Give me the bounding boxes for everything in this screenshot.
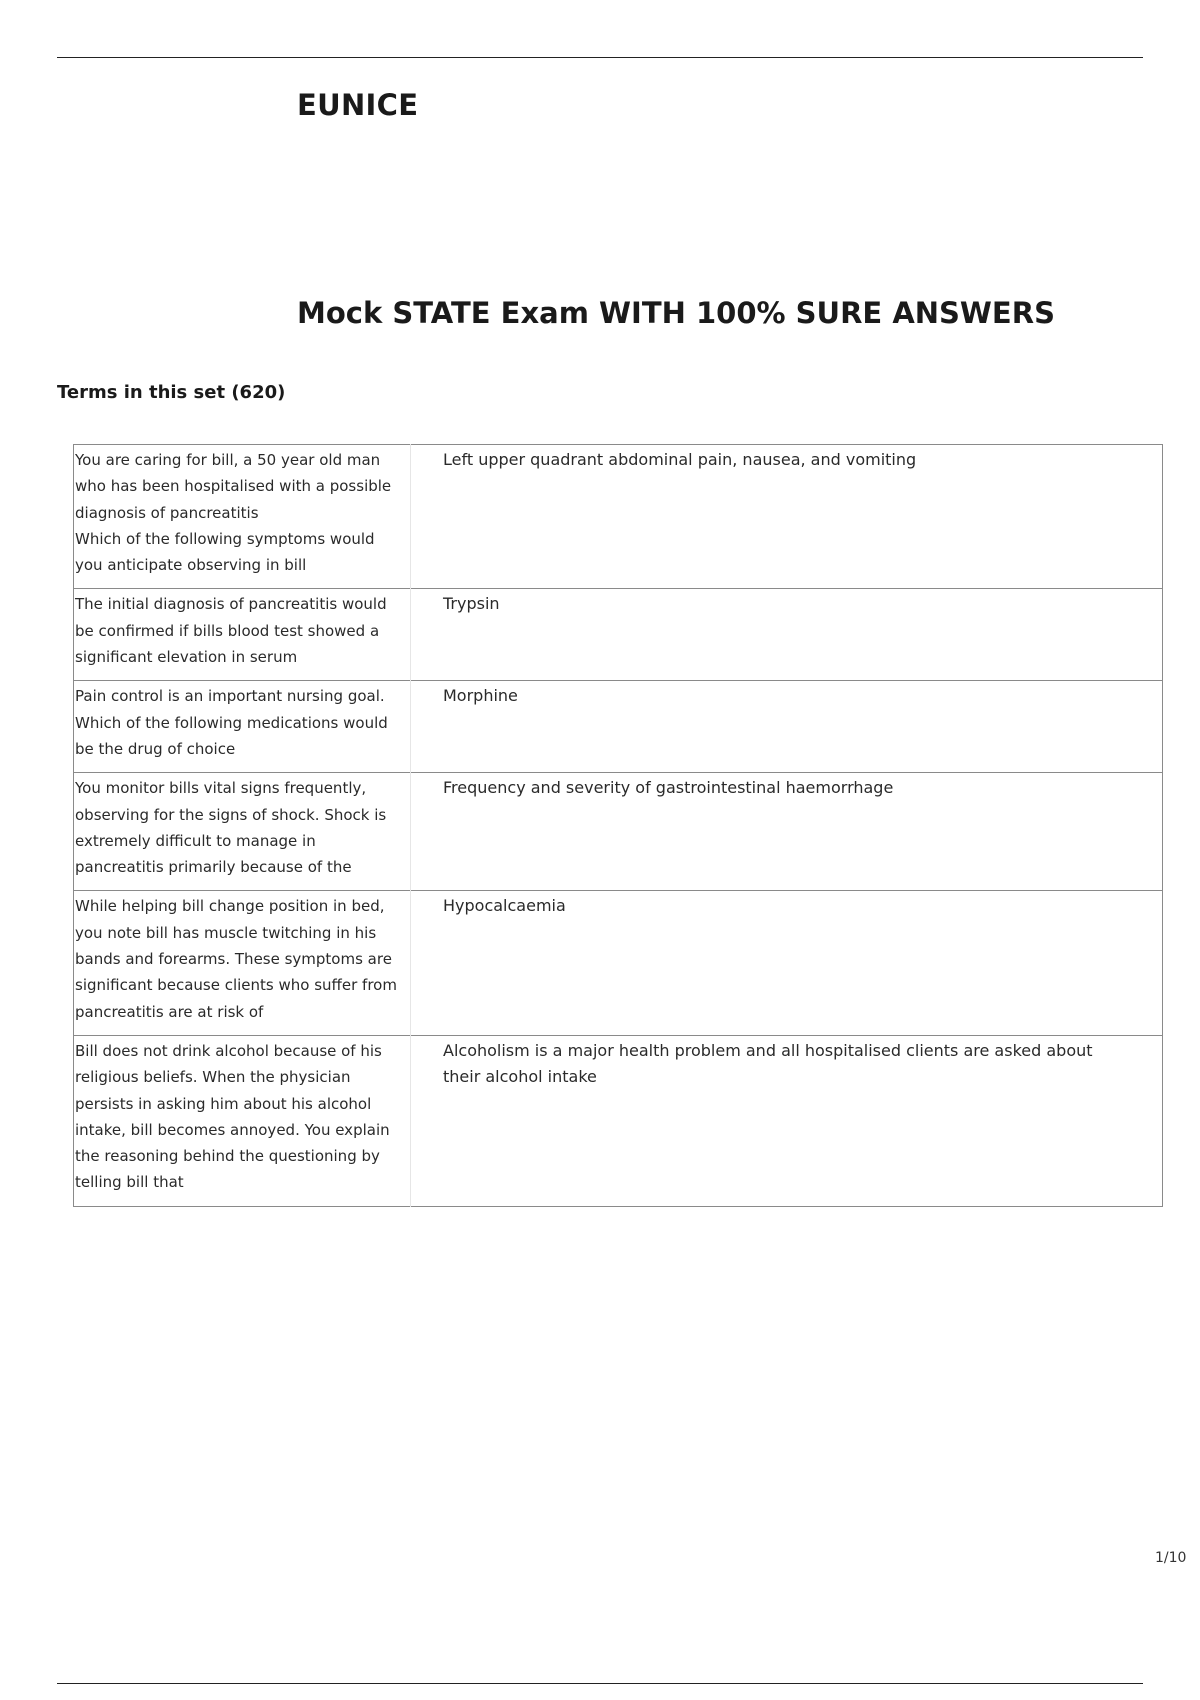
definition-cell	[411, 445, 1163, 589]
term-text: The initial diagnosis of pancreatitis would be confirmed if bills blood test showed a significant elevation in serum	[75, 595, 387, 667]
page-number: 1/10	[1155, 1550, 1187, 1566]
table-row	[74, 681, 1163, 773]
table-row	[74, 891, 1163, 1035]
definition-cell	[411, 1035, 1163, 1206]
term-cell	[74, 589, 411, 681]
definition-text: Trypsin	[443, 594, 500, 614]
term-cell	[74, 773, 411, 891]
author-name: EUNICE	[297, 88, 419, 122]
term-text: While helping bill change position in bed, you note bill has muscle twitching in his bands and forearms. These symptoms are significant because clients who suffer from pancreatitis are at risk of	[75, 897, 397, 1021]
definition-text: Hypocalcaemia	[443, 896, 566, 916]
term-cell	[74, 445, 411, 589]
term-text: Pain control is an important nursing goal. Which of the following medications would be the drug of choice	[75, 687, 388, 758]
definition-text: Frequency and severity of gastrointestinal haemorrhage	[443, 778, 894, 798]
terms-table	[73, 444, 1163, 1207]
definition-cell	[411, 589, 1163, 681]
term-cell	[74, 1035, 411, 1206]
definition-text: Morphine	[443, 686, 518, 706]
table-row	[74, 773, 1163, 891]
definition-cell	[411, 681, 1163, 773]
definition-cell	[411, 773, 1163, 891]
table-row	[74, 445, 1163, 589]
term-text: You are caring for bill, a 50 year old man who has been hospitalised with a possible diagnosis of pancreatitis Which of the following symptoms would you anticipate observing in bill	[75, 451, 392, 575]
term-text: Bill does not drink alcohol because of his religious beliefs. When the physician persists in asking him about his alcohol intake, bill becomes annoyed. You explain the reasoning behind the questioning by telling bill that	[75, 1041, 390, 1192]
page-title: Mock STATE Exam WITH 100% SURE ANSWERS	[297, 296, 1055, 330]
bottom-rule	[57, 1683, 1143, 1684]
top-rule	[57, 57, 1143, 58]
table-row	[74, 589, 1163, 681]
definition-text: Left upper quadrant abdominal pain, nausea, and vomiting	[443, 450, 917, 469]
term-cell	[74, 681, 411, 773]
term-cell	[74, 891, 411, 1035]
term-text: You monitor bills vital signs frequently, observing for the signs of shock. Shock is extremely difficult to manage in pancreatitis primarily because of the	[75, 779, 387, 877]
definition-cell	[411, 891, 1163, 1035]
terms-count-heading: Terms in this set (620)	[57, 382, 286, 403]
definition-text: Alcoholism is a major health problem and all hospitalised clients are asked about their alcohol intake	[443, 1040, 1093, 1087]
table-row	[74, 1035, 1163, 1206]
